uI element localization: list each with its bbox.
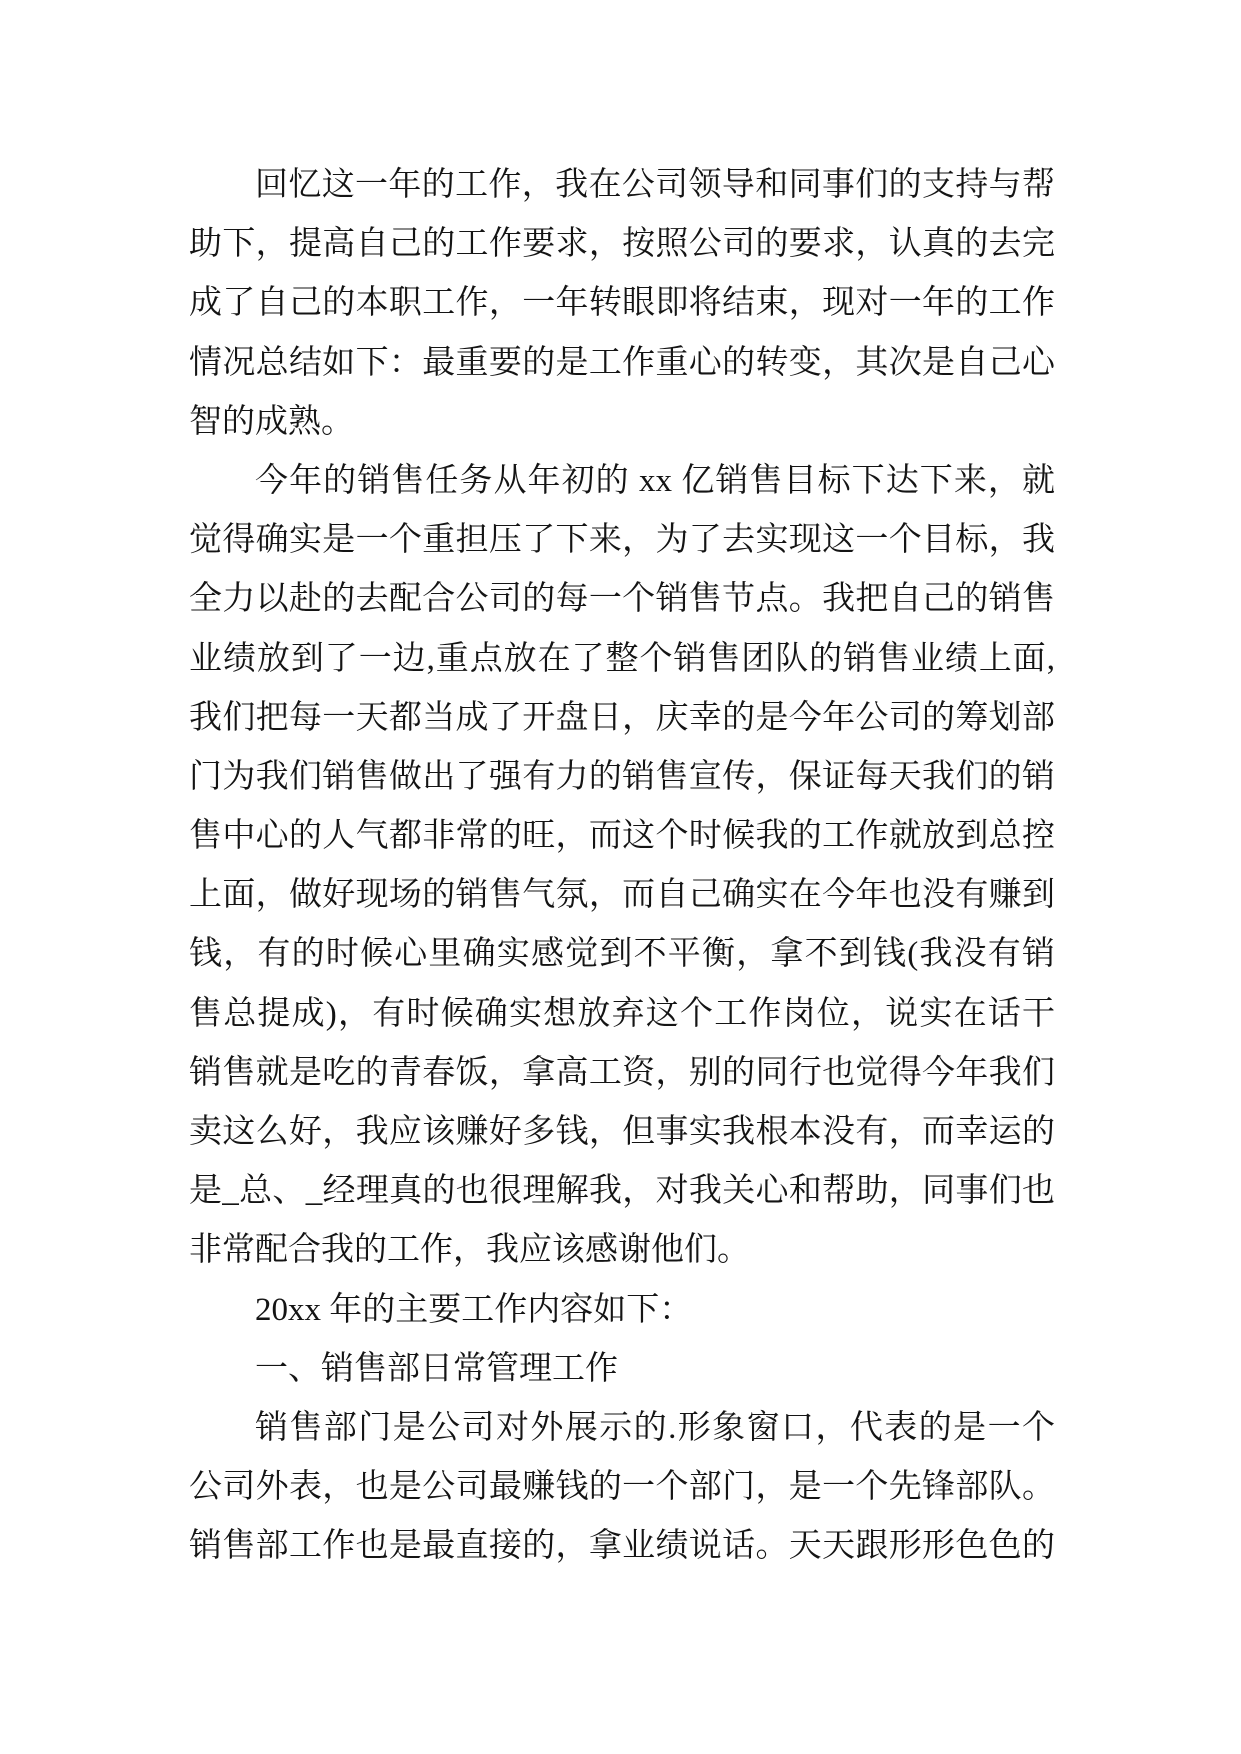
text-line: 是_总、_经理真的也很理解我，对我关心和帮助，同事们也 <box>189 1173 1055 1210</box>
text-line: 公司外表，也是公司最赚钱的一个部门，是一个先锋部队。 <box>189 1469 1055 1506</box>
paragraph <box>189 452 1055 1281</box>
text-line: 成了自己的本职工作，一年转眼即将结束，现对一年的工作 <box>189 285 1055 322</box>
text-line: 智的成熟。 <box>189 403 354 440</box>
text-line: 助下，提高自己的工作要求，按照公司的要求，认真的去完 <box>189 226 1055 263</box>
text-line: 卖这么好，我应该赚好多钱，但事实我根本没有，而幸运的 <box>189 1114 1055 1150</box>
text-line: 非常配合我的工作，我应该感谢他们。 <box>189 1232 750 1269</box>
text-line: 回忆这一年的工作，我在公司领导和同事们的支持与帮 <box>255 167 1055 203</box>
text-line: 今年的销售任务从年初的 xx 亿销售目标下达下来，就 <box>255 462 1055 499</box>
paragraph <box>189 156 1055 452</box>
text-line: 20xx 年的主要工作内容如下： <box>255 1291 693 1328</box>
text-line: 门为我们销售做出了强有力的销售宣传，保证每天我们的销 <box>189 758 1055 795</box>
text-line: 销售部工作也是最直接的，拿业绩说话。天天跟形形色色的 <box>189 1528 1055 1565</box>
section-intro <box>189 1281 1055 1340</box>
text-line: 我们把每一天都当成了开盘日，庆幸的是今年公司的筹划部 <box>189 699 1055 736</box>
document-body <box>189 156 1055 1577</box>
text-line: 一、销售部日常管理工作 <box>255 1350 618 1387</box>
text-line: 售总提成)，有时候确实想放弃这个工作岗位，说实在话干 <box>189 995 1055 1032</box>
paragraph <box>189 1399 1055 1577</box>
text-line: 情况总结如下：最重要的是工作重心的转变，其次是自己心 <box>189 344 1055 381</box>
text-line: 全力以赴的去配合公司的每一个销售节点。我把自己的销售 <box>189 581 1055 618</box>
text-line: 销售就是吃的青春饭，拿高工资，别的同行也觉得今年我们 <box>189 1054 1055 1091</box>
text-line: 销售部门是公司对外展示的.形象窗口，代表的是一个 <box>255 1409 1055 1446</box>
text-line: 售中心的人气都非常的旺，而这个时候我的工作就放到总控 <box>189 818 1055 855</box>
text-line: 业绩放到了一边,重点放在了整个销售团队的销售业绩上面, <box>189 640 1055 677</box>
text-line: 钱，有的时候心里确实感觉到不平衡，拿不到钱(我没有销 <box>189 936 1055 973</box>
text-line: 上面，做好现场的销售气氛，而自己确实在今年也没有赚到 <box>189 877 1055 914</box>
text-line: 觉得确实是一个重担压了下来，为了去实现这一个目标，我 <box>189 522 1055 559</box>
section-heading <box>189 1340 1055 1399</box>
